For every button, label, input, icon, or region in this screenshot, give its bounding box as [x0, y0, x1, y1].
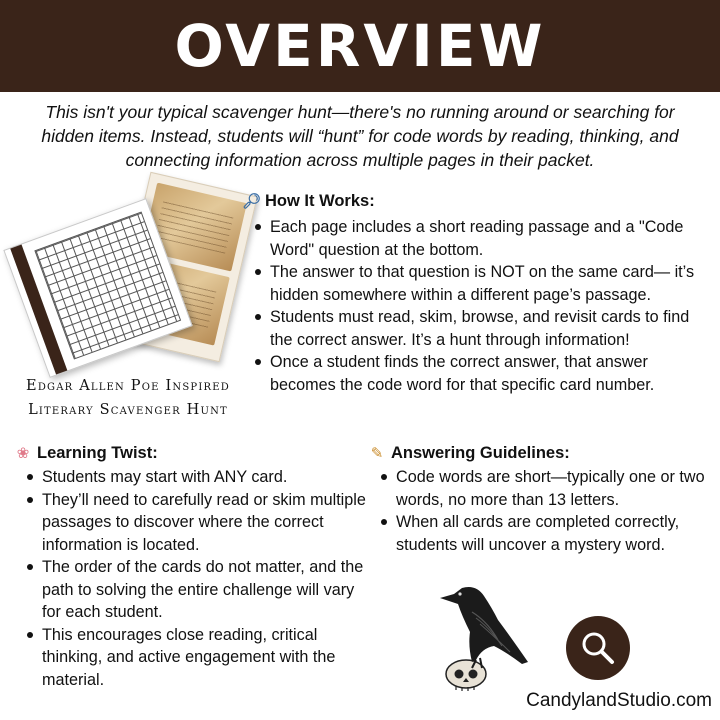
magnifier-icon: [578, 628, 618, 668]
caption-line-2: Literary Scavenger Hunt: [28, 402, 228, 418]
list-item: They’ll need to carefully read or skim multiple passages to discover where the correct information is located.: [24, 489, 370, 557]
learning-twist-list: [24, 466, 370, 691]
brain-icon: ❀: [16, 444, 30, 462]
list-item: Each page includes a short reading passage and a "Code Word" question at the bottom.: [252, 216, 714, 261]
product-caption: [8, 374, 248, 422]
list-item: Students may start with ANY card.: [24, 466, 370, 489]
how-it-works-heading: [242, 192, 375, 211]
list-item: Code words are short—typically one or two words, no more than 13 letters.: [378, 466, 714, 511]
raven-icon: [440, 587, 528, 668]
list-item: This encourages close reading, critical thinking, and active engagement with the material.: [24, 624, 370, 692]
skull-icon: [446, 660, 486, 691]
list-item: When all cards are completed correctly, students will uncover a mystery word.: [378, 511, 714, 556]
raven-skull-illustration: [432, 582, 542, 692]
answering-guidelines-list: [378, 466, 714, 556]
magnifier-icon: 🔎︎: [242, 192, 262, 210]
list-item: Students must read, skim, browse, and revisit cards to find the correct answer. It’s a hunt through information!: [252, 306, 714, 351]
list-item: Once a student finds the correct answer, that answer becomes the code word for that specific card number.: [252, 351, 714, 396]
header-banner: [0, 0, 720, 92]
intro-paragraph: This isn't your typical scavenger hunt—there's no running around or searching for hidden items. Instead, students will “hunt” for code words by reading, thinking, and connecting information across multiple pages in their packet.: [41, 102, 679, 170]
list-item: The order of the cards do not matter, and the path to solving the entire challenge will vary for each student.: [24, 556, 370, 624]
page-title: OVERVIEW: [174, 12, 546, 80]
learning-twist-title: Learning Twist:: [37, 444, 158, 462]
search-badge: [566, 616, 630, 680]
caption-line-1: Edgar Allen Poe Inspired: [26, 378, 230, 394]
learning-twist-heading: [14, 444, 158, 463]
list-item: The answer to that question is NOT on the same card— it’s hidden somewhere within a different page’s passage.: [252, 261, 714, 306]
how-it-works-title: How It Works:: [265, 192, 375, 210]
brand-footer: CandylandStudio.com: [526, 690, 712, 711]
how-it-works-list: [252, 216, 714, 396]
answering-guidelines-title: Answering Guidelines:: [391, 444, 570, 462]
product-image: [10, 180, 245, 370]
memo-icon: ✎: [370, 444, 384, 462]
answering-guidelines-heading: [368, 444, 570, 463]
